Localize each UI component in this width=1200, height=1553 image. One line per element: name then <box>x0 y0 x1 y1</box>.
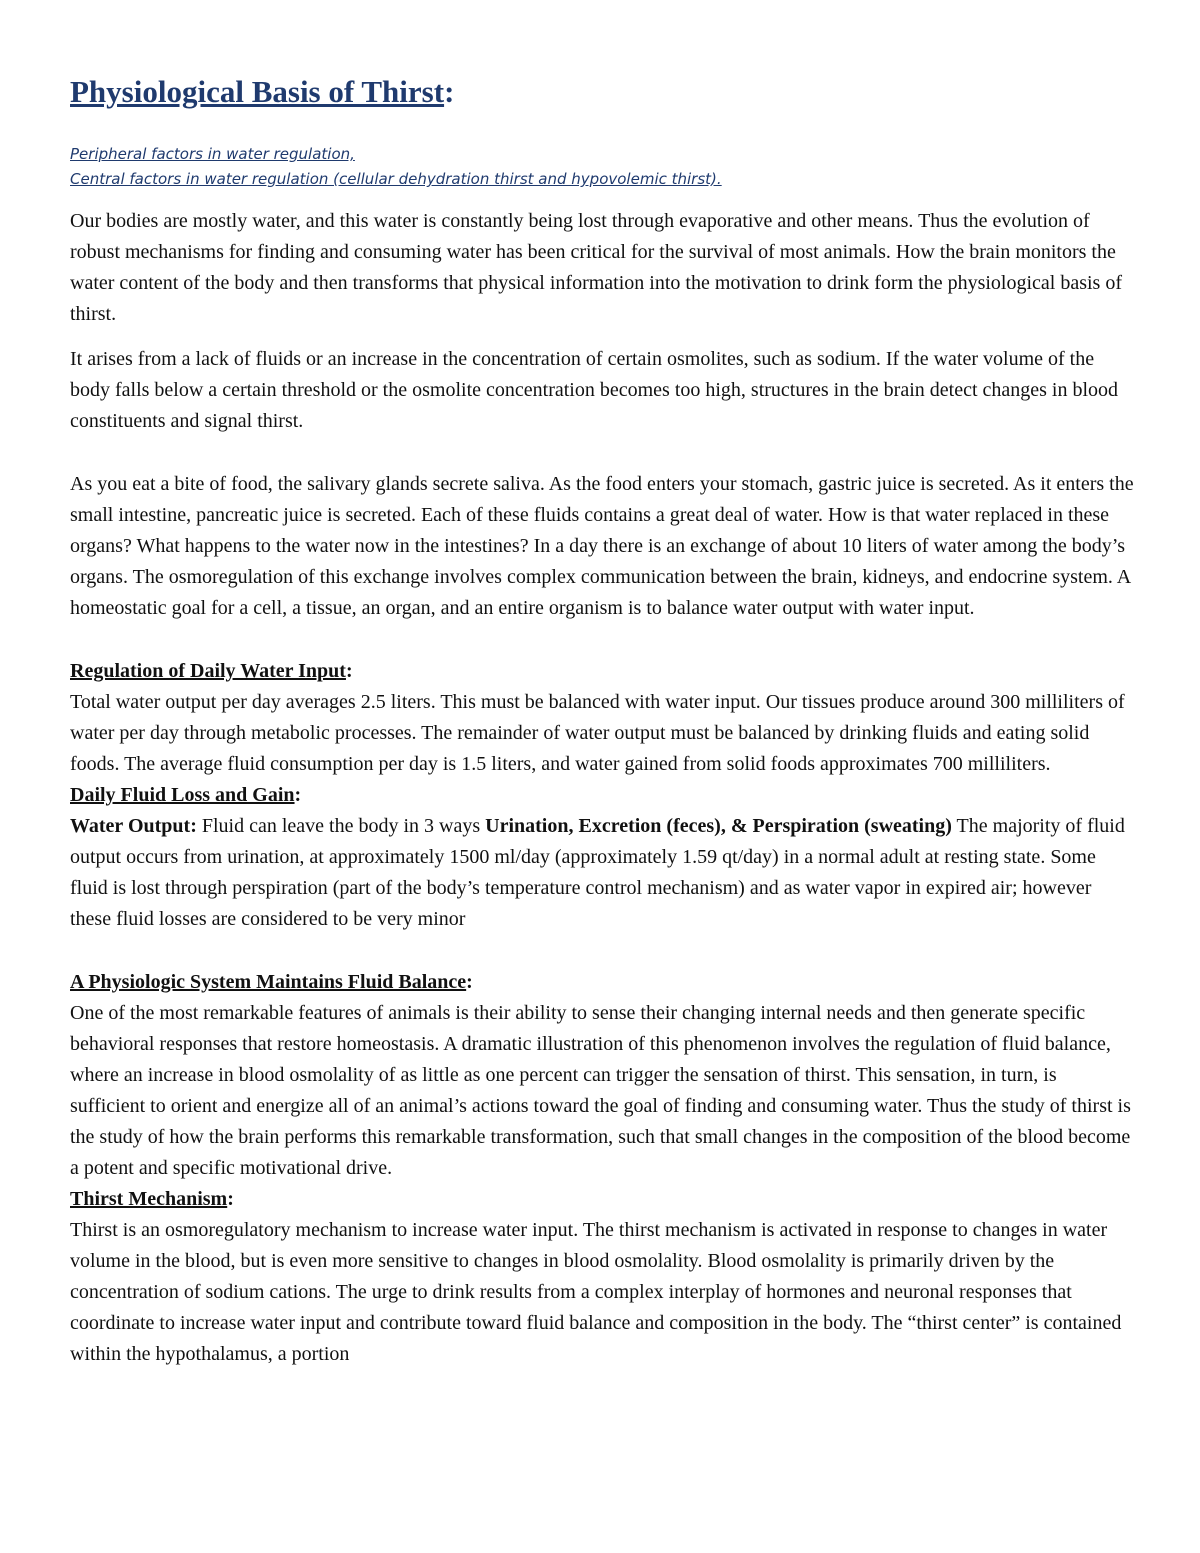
heading-system <box>70 967 1135 998</box>
intro-paragraph-2: It arises from a lack of fluids or an increase in the concentration of certain osmolites, such as sodium. If the water volume of the body falls below a certain threshold or the osmolite concentration becomes too high, structures in the brain detect changes in blood constituents and signal thirst. <box>70 348 1119 432</box>
page-title-colon: : <box>444 74 455 109</box>
heading-regulation <box>70 656 1135 687</box>
heading-loss-gain <box>70 780 1135 811</box>
water-output-lead: Fluid can leave the body in 3 ways <box>196 815 486 837</box>
mechanism-paragraph: Thirst is an osmoregulatory mechanism to increase water input. The thirst mechanism is activated in response to changes in water volume in the blood, but is even more sensitive to changes in blood osmolality. Blood osmolality is primarily driven by the concentration of sodium cations. The urge to drink results from a complex interplay of hormones and neuronal responses that coordinate to increase water input and contribute toward fluid balance and composition in the body. The “thirst center” is contained within the hypothalamus, a portion <box>70 1219 1122 1365</box>
topic-links <box>70 142 1135 192</box>
heading-system-text: A Physiologic System Maintains Fluid Balance <box>70 971 467 993</box>
regulation-paragraph: Total water output per day averages 2.5 liters. This must be balanced with water input. Our tissues produce around 300 milliliters of water per day through metabolic processes. The remainder of water output must be balanced by drinking fluids and eating solid foods. The average fluid consumption per day is 1.5 liters, and water gained from solid foods approximates 700 milliliters. <box>70 691 1125 775</box>
document-page <box>70 72 1135 1370</box>
heading-mechanism-text: Thirst Mechanism <box>70 1188 228 1210</box>
heading-mechanism <box>70 1184 1135 1215</box>
heading-system-colon: : <box>466 971 473 993</box>
page-title-text: Physiological Basis of Thirst <box>70 74 445 109</box>
loss-gain-paragraph <box>70 811 1135 935</box>
water-output-label: Water Output: <box>70 815 197 837</box>
heading-loss-gain-text: Daily Fluid Loss and Gain <box>70 784 295 806</box>
water-output-body: The majority of fluid output occurs from urination, at approximately 1500 ml/day (approximately 1.59 qt/day) in a normal adult at resting state. Some fluid is lost through perspiration (part of the body’s temperature control mechanism) and as water vapor in expired air; however these fluid losses are considered to be very minor <box>70 815 1125 930</box>
heading-regulation-colon: : <box>345 660 353 682</box>
system-paragraph: One of the most remarkable features of animals is their ability to sense their changing internal needs and then generate specific behavioral responses that restore homeostasis. A dramatic illustration of this phenomenon involves the regulation of fluid balance, where an increase in blood osmolality of as little as one percent can trigger the sensation of thirst. This sensation, in turn, is sufficient to orient and energize all of an animal’s actions toward the goal of finding and consuming water. Thus the study of thirst is the study of how the brain performs this remarkable transformation, such that small changes in the composition of the blood become a potent and specific motivational drive. <box>70 1002 1131 1179</box>
intro-paragraph-1: Our bodies are mostly water, and this water is constantly being lost through evaporative and other means. Thus the evolution of robust mechanisms for finding and consuming water has been critical for the survival of most animals. How the brain monitors the water content of the body and then transforms that physical information into the motivation to drink form the physiological basis of thirst. <box>70 210 1123 325</box>
intro-paragraph-3: As you eat a bite of food, the salivary glands secrete saliva. As the food enters your stomach, gastric juice is secreted. As it enters the small intestine, pancreatic juice is secreted. Each of these fluids contains a great deal of water. How is that water replaced in these organs? What happens to the water now in the intestines? In a day there is an exchange of about 10 liters of water among the body’s organs. The osmoregulation of this exchange involves complex communication between the brain, kidneys, and endocrine system. A homeostatic goal for a cell, a tissue, an organ, and an entire organism is to balance water output with water input. <box>70 473 1134 619</box>
link-central-factors[interactable]: Central factors in water regulation (cellular dehydration thirst and hypovolemic thirst). <box>70 170 722 188</box>
link-peripheral-factors[interactable]: Peripheral factors in water regulation, <box>70 145 355 163</box>
page-title <box>70 72 1135 112</box>
heading-loss-gain-colon: : <box>294 784 302 806</box>
water-output-ways: Urination, Excretion (feces), & Perspiration (sweating) <box>485 815 952 837</box>
heading-regulation-text: Regulation of Daily Water Input <box>70 660 346 682</box>
heading-mechanism-colon: : <box>227 1188 234 1210</box>
